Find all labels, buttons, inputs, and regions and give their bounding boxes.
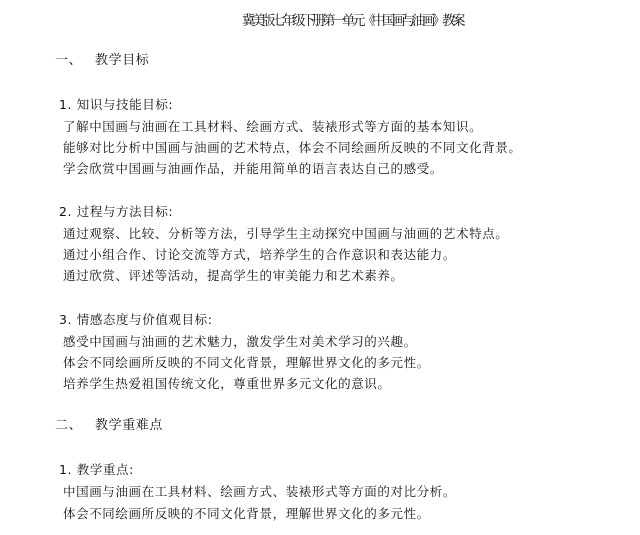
paragraph-line: 通过小组合作、讨论交流等方式，培养学生的合作意识和表达能力。	[63, 247, 457, 262]
section-heading-1	[55, 53, 149, 69]
paragraph-line: 培养学生热爱祖国传统文化，尊重世界多元文化的意识。	[63, 376, 391, 391]
paragraph-line: 学会欣赏中国画与油画作品，并能用简单的语言表达自己的感受。	[63, 161, 443, 176]
subsection-title: 情感态度与价值观目标:	[76, 312, 213, 327]
paragraph-line: 体会不同绘画所反映的不同文化背景，理解世界文化的多元性。	[63, 506, 430, 521]
subsection-heading-1-2	[59, 204, 173, 220]
subsection-heading-1-3	[59, 312, 213, 328]
paragraph-line: 了解中国画与油画在工具材料、绘画方式、装裱形式等方面的基本知识。	[63, 119, 483, 134]
section-title: 教学重难点	[95, 418, 164, 433]
section-number: 二、	[55, 418, 83, 433]
subsection-heading-1-1	[59, 97, 173, 113]
document-title: 冀美版七年级下册第一单元《中国画与油画》教案	[242, 13, 462, 29]
subsection-number: 3.	[59, 312, 73, 327]
paragraph-line: 体会不同绘画所反映的不同文化背景，理解世界文化的多元性。	[63, 355, 430, 370]
section-title: 教学目标	[95, 53, 150, 68]
subsection-heading-2-1	[59, 462, 134, 478]
paragraph-line: 通过观察、比较、分析等方法，引导学生主动探究中国画与油画的艺术特点。	[63, 226, 509, 241]
paragraph-line: 感受中国画与油画的艺术魅力，激发学生对美术学习的兴趣。	[63, 334, 417, 349]
paragraph-line: 能够对比分析中国画与油画的艺术特点，体会不同绘画所反映的不同文化背景。	[63, 140, 522, 155]
subsection-title: 知识与技能目标:	[76, 97, 174, 112]
section-heading-2	[55, 418, 163, 434]
subsection-number: 2.	[59, 204, 73, 219]
paragraph-line: 中国画与油画在工具材料、绘画方式、装裱形式等方面的对比分析。	[63, 484, 457, 499]
section-number: 一、	[55, 53, 83, 68]
subsection-number: 1.	[59, 462, 73, 477]
subsection-title: 过程与方法目标:	[76, 204, 174, 219]
subsection-title: 教学重点:	[76, 462, 134, 477]
subsection-number: 1.	[59, 97, 73, 112]
paragraph-line: 通过欣赏、评述等活动，提高学生的审美能力和艺术素养。	[63, 268, 404, 283]
